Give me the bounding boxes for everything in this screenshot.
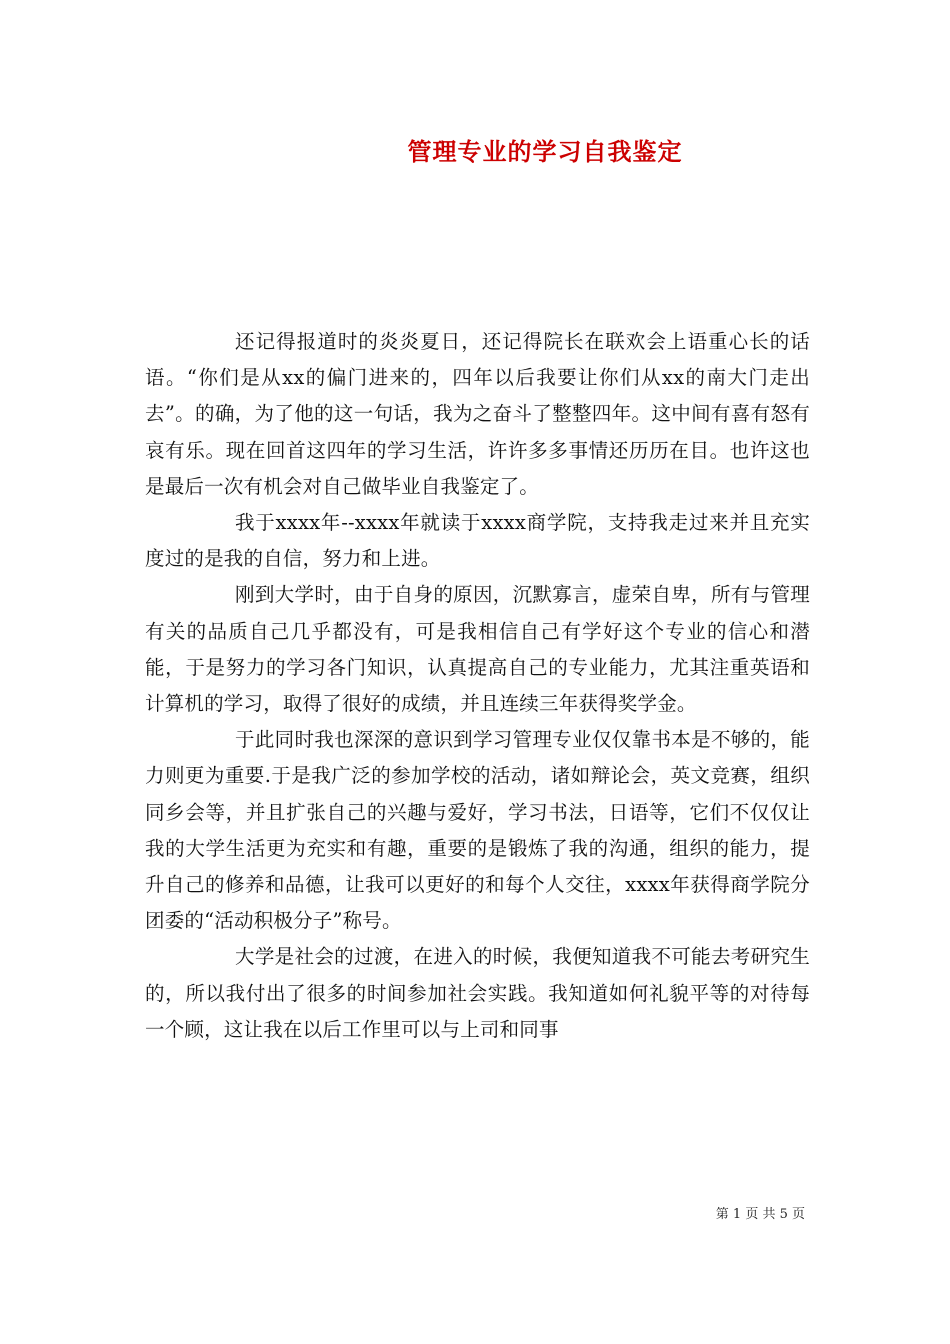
paragraph: 于此同时我也深深的意识到学习管理专业仅仅靠书本是不够的，能力则更为重要.于是我广泛的参加学校的活动，诸如辩论会，英文竞赛，组织同乡会等，并且扩张自己的兴趣与爱好，学习书法，日语等，它们不仅仅让我的大学生活更为充实和有趣，重要的是锻炼了我的沟通，组织的能力，提升自己的修养和品德，让我可以更好的和每个人交往，xxxx年获得商学院分团委的“活动积极分子”称号。 — [145, 728, 810, 933]
paragraph: 还记得报道时的炎炎夏日，还记得院长在联欢会上语重心长的话语。“你们是从xx的偏门进来的，四年以后我要让你们从xx的南大门走出去”。的确，为了他的这一句话，我为之奋斗了整整四年。这中间有喜有怒有哀有乐。现在回首这四年的学习生活，许许多多事情还历历在目。也许这也是最后一次有机会对自己做毕业自我鉴定了。 — [145, 330, 810, 498]
paragraph: 大学是社会的过渡，在进入的时候，我便知道我不可能去考研究生的，所以我付出了很多的时间参加社会实践。我知道如何礼貌平等的对待每一个顾，这让我在以后工作里可以与上司和同事 — [145, 945, 810, 1041]
paragraph: 刚到大学时，由于自身的原因，沉默寡言，虚荣自卑，所有与管理有关的品质自己几乎都没有，可是我相信自己有学好这个专业的信心和潜能，于是努力的学习各门知识，认真提高自己的专业能力，尤其注重英语和计算机的学习，取得了很好的成绩，并且连续三年获得奖学金。 — [145, 583, 810, 716]
page-number-footer: 第 1 页 共 5 页 — [715, 1207, 805, 1222]
document-body — [145, 324, 810, 1048]
paragraph: 我于xxxx年--xxxx年就读于xxxx商学院，支持我走过来并且充实度过的是我的自信，努力和上进。 — [145, 511, 810, 571]
document-title: 管理专业的学习自我鉴定 — [407, 138, 683, 166]
